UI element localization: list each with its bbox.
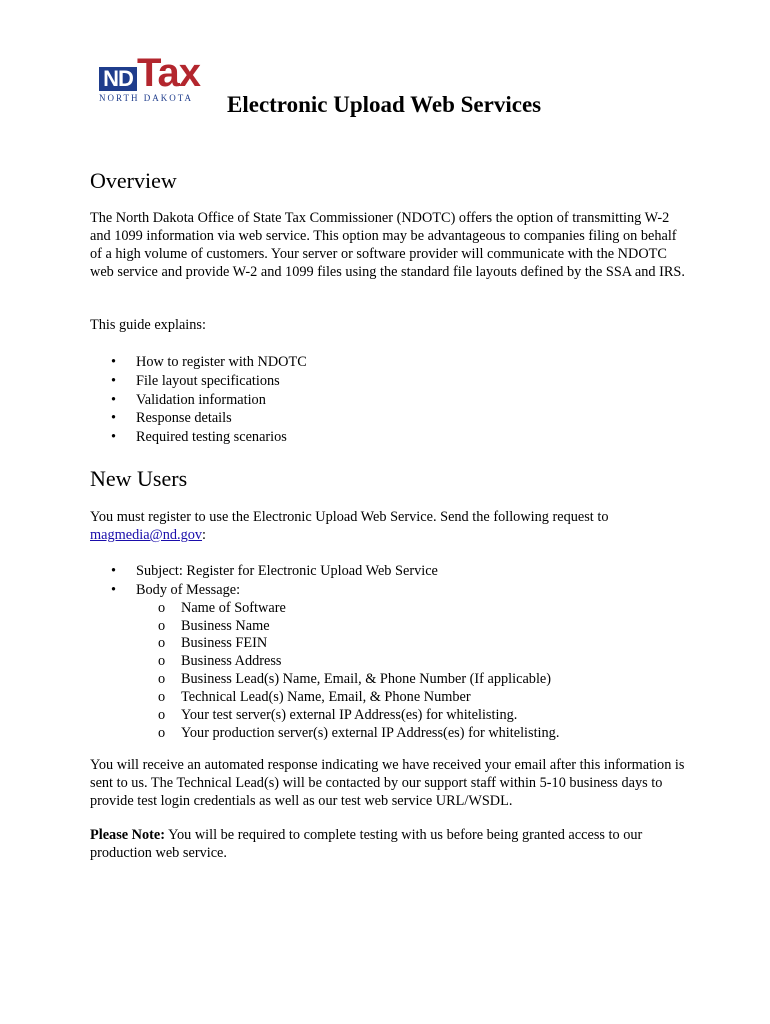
document-title: Electronic Upload Web Services [227, 92, 542, 117]
logo-tax-word: Tax [137, 51, 200, 95]
guide-intro: This guide explains: [90, 317, 206, 333]
list-item: • Required testing scenarios [90, 428, 307, 447]
intro-text: You must register to use the Electronic Upload Web Service. Send the following request to [90, 509, 609, 525]
nd-tax-logo [97, 53, 201, 105]
note-paragraph [90, 826, 690, 862]
logo-nd-mark: ND [99, 67, 137, 91]
list-item: o Your production server(s) external IP Address(es) for whitelisting. [136, 725, 559, 743]
list-item: • Validation information [90, 391, 307, 410]
email-link[interactable]: magmedia@nd.gov [90, 527, 203, 543]
body-sublist [136, 600, 559, 743]
list-item: o Business Address [136, 653, 559, 671]
list-item: • File layout specifications [90, 372, 307, 391]
new-users-heading: New Users [90, 466, 188, 491]
list-item: o Technical Lead(s) Name, Email, & Phone Number [136, 689, 559, 707]
list-item: o Your test server(s) external IP Address(es) for whitelisting. [136, 707, 559, 725]
list-item: o Business FEIN [136, 635, 559, 653]
guide-list [90, 353, 307, 447]
list-item: • Response details [90, 409, 307, 428]
response-paragraph: You will receive an automated response indicating we have received your email after this information is sent to us. The Technical Lead(s) will be contacted by our support staff within 5-10 business days to provide test login credentials as well as our test web service URL/WSDL. [90, 757, 685, 809]
list-item: o Business Name [136, 618, 559, 636]
note-text: You will be required to complete testing with us before being granted access to our production web service. [90, 827, 643, 861]
request-list [90, 562, 559, 743]
list-item: o Business Lead(s) Name, Email, & Phone Number (If applicable) [136, 671, 559, 689]
note-label: Please Note: [90, 827, 166, 843]
body-item-label: Body of Message: [136, 581, 241, 598]
logo-subtitle: NORTH DAKOTA [99, 93, 193, 103]
new-users-intro [90, 508, 690, 544]
overview-heading: Overview [90, 168, 177, 193]
email-suffix: : [202, 527, 207, 543]
overview-paragraph: The North Dakota Office of State Tax Commissioner (NDOTC) offers the option of transmitting W-2 and 1099 information via web service. This option may be advantageous to companies filing on behalf of a high volume of customers. Your server or software provider will communicate with the NDOTC web service and provide W-2 and 1099 files using the standard file layouts defined by the SSA and IRS. [90, 210, 685, 280]
list-item: o Name of Software [136, 600, 559, 618]
body-item [90, 581, 559, 743]
list-item: • How to register with NDOTC [90, 353, 307, 372]
subject-item: • Subject: Register for Electronic Upload Web Service [90, 562, 559, 581]
